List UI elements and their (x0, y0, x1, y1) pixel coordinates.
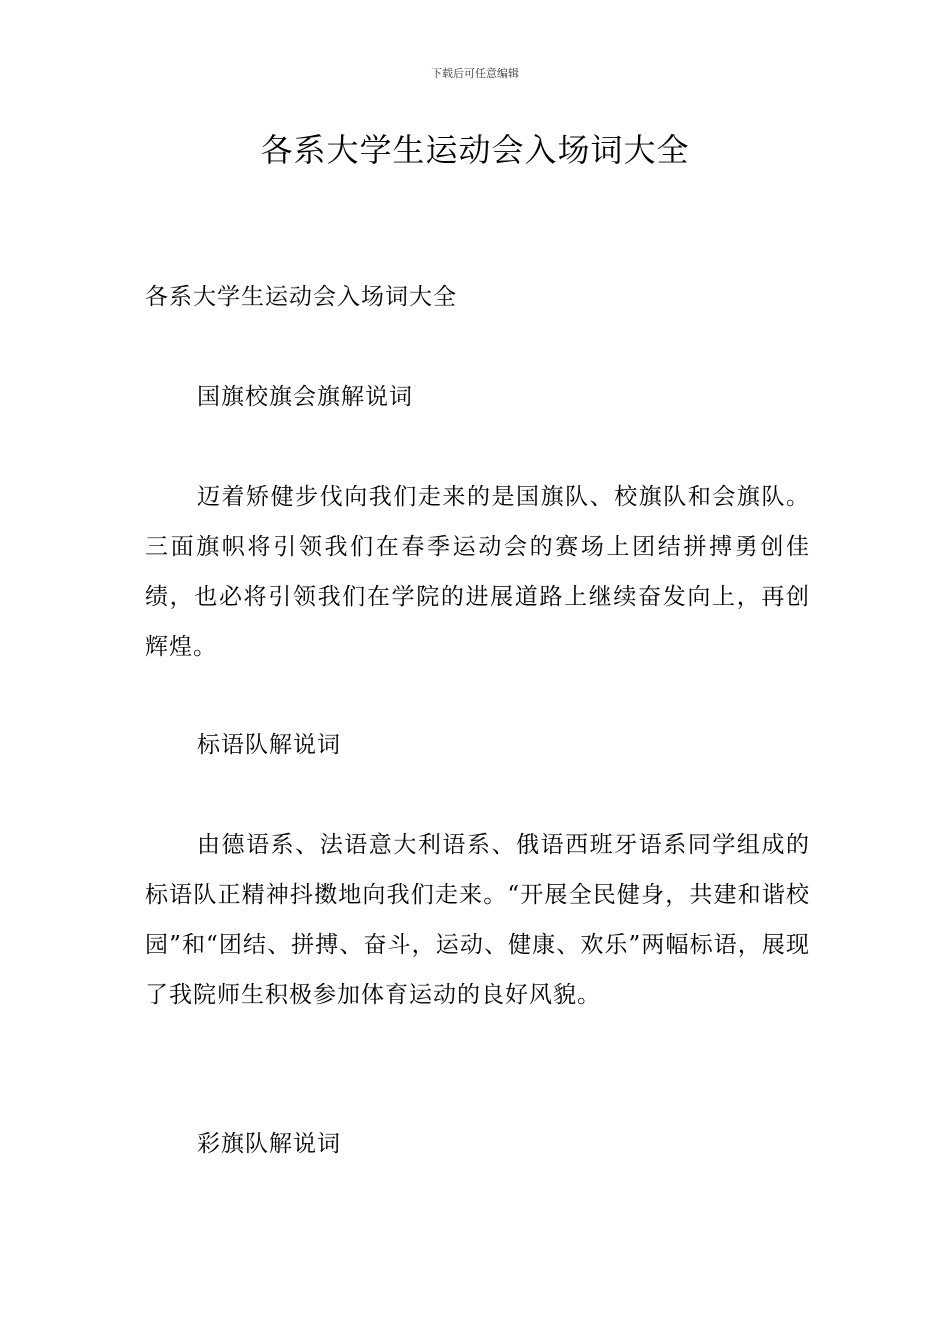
section-body-slogan: 由德语系、法语意大利语系、俄语西班牙语系同学组成的标语队正精神抖擞地向我们走来。“开展全民健身，共建和谐校园”和“团结、拼搏、奋斗，运动、健康、欢乐”两幅标语，展现了我院师生积极参加体育运动的良好风貌。 (145, 832, 810, 1008)
section-body-flags: 迈着矫健步伐向我们走来的是国旗队、校旗队和会旗队。三面旗帜将引领我们在春季运动会的赛场上团结拼搏勇创佳绩，也必将引领我们在学院的进展道路上继续奋发向上，再创辉煌。 (145, 484, 810, 660)
header-note: 下载后可任意编辑 (431, 67, 519, 80)
section-heading-slogan: 标语队解说词 (197, 732, 341, 758)
document-title: 各系大学生运动会入场词大全 (260, 131, 690, 169)
document-subtitle: 各系大学生运动会入场词大全 (145, 284, 457, 310)
section-heading-flags: 国旗校旗会旗解说词 (197, 384, 413, 410)
section-heading-colorflags: 彩旗队解说词 (197, 1131, 341, 1157)
